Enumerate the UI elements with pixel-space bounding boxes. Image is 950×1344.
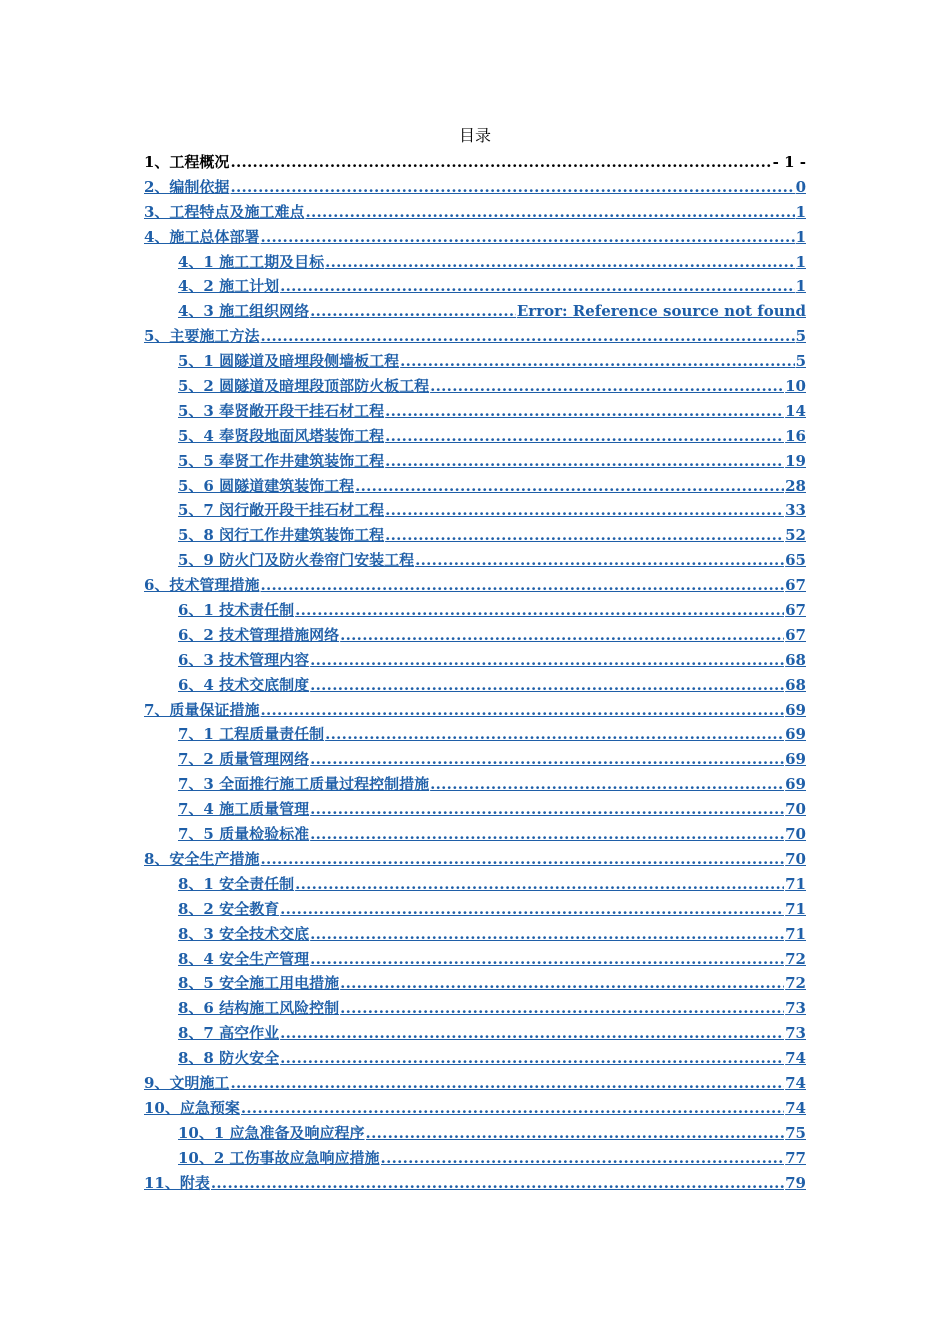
toc-entry-label: 4、2 施工计划	[178, 277, 280, 296]
toc-entry-label: 8、3 安全技术交底	[178, 924, 310, 943]
toc-entry-page-number: 1	[795, 227, 806, 246]
toc-entry[interactable]	[144, 324, 806, 349]
toc-entry-label: 9、文明施工	[144, 1073, 230, 1092]
toc-entry-label: 5、1 圆隧道及暗埋段侧墙板工程	[178, 352, 400, 371]
dot-leader	[310, 947, 784, 972]
toc-entry-page-number: 71	[785, 874, 806, 893]
toc-entry[interactable]	[144, 722, 806, 747]
dot-leader	[430, 772, 784, 797]
toc-entry-page-number: 74	[785, 1098, 806, 1117]
toc-entry-page-number: 67	[785, 576, 806, 595]
toc-entry-page-number: 33	[785, 501, 806, 520]
toc-entry-label: 10、应急预案	[144, 1098, 240, 1117]
dot-leader	[340, 971, 784, 996]
toc-entry-page-number: 73	[785, 999, 806, 1018]
dot-leader	[310, 922, 784, 947]
toc-entry[interactable]	[144, 548, 806, 573]
toc-entry-label: 4、施工总体部署	[144, 227, 260, 246]
dot-leader	[295, 598, 784, 623]
dot-leader	[260, 573, 784, 598]
toc-entry-page-number: - 1 -	[772, 153, 806, 171]
dot-leader	[230, 150, 771, 175]
toc-entry[interactable]	[144, 673, 806, 698]
toc-entry-label: 5、5 奉贤工作井建筑装饰工程	[178, 451, 385, 470]
toc-entry-label: 8、4 安全生产管理	[178, 949, 310, 968]
toc-entry-label: 8、5 安全施工用电措施	[178, 974, 340, 993]
dot-leader	[295, 872, 784, 897]
toc-entry[interactable]	[144, 897, 806, 922]
toc-entry[interactable]	[144, 474, 806, 499]
toc-entry	[144, 150, 806, 175]
toc-entry-label: 5、3 奉贤敞开段干挂石材工程	[178, 401, 385, 420]
dot-leader	[340, 623, 784, 648]
dot-leader	[280, 1021, 784, 1046]
toc-entry-page-number: 1	[795, 252, 806, 271]
toc-entry-page-number: 72	[785, 949, 806, 968]
toc-entry-label: 1、工程概况	[144, 153, 230, 171]
dot-leader	[211, 1171, 784, 1196]
toc-entry-label: 7、1 工程质量责任制	[178, 725, 325, 744]
toc-entry-label: 11、附表	[144, 1173, 210, 1192]
toc-entry-label: 10、1 应急准备及响应程序	[178, 1123, 365, 1142]
toc-entry-page-number: 1	[795, 202, 806, 221]
toc-entry[interactable]	[144, 274, 806, 299]
dot-leader	[325, 250, 794, 275]
toc-entry-page-number: Error: Reference source not found	[516, 302, 806, 321]
dot-leader	[415, 548, 784, 573]
toc-entry-label: 4、3 施工组织网络	[178, 302, 310, 321]
dot-leader	[385, 498, 784, 523]
dot-leader	[366, 1121, 785, 1146]
toc-entry-page-number: 19	[785, 451, 806, 470]
toc-entry-page-number: 69	[785, 700, 806, 719]
toc-entry-label: 10、2 工伤事故应急响应措施	[178, 1148, 380, 1167]
toc-entry-label: 5、2 圆隧道及暗埋段顶部防火板工程	[178, 377, 430, 396]
table-of-contents	[144, 150, 806, 1195]
toc-entry[interactable]	[144, 747, 806, 772]
dot-leader	[385, 449, 784, 474]
toc-entry-page-number: 68	[785, 650, 806, 669]
toc-entry[interactable]	[144, 250, 806, 275]
toc-entry[interactable]	[144, 947, 806, 972]
toc-entry[interactable]	[144, 648, 806, 673]
toc-entry-label: 7、2 质量管理网络	[178, 750, 310, 769]
toc-entry-label: 7、质量保证措施	[144, 700, 260, 719]
dot-leader	[230, 175, 794, 200]
toc-entry-label: 6、技术管理措施	[144, 576, 260, 595]
toc-entry-label: 8、6 结构施工风险控制	[178, 999, 340, 1018]
toc-entry-label: 2、编制依据	[144, 177, 230, 196]
toc-entry[interactable]	[144, 200, 806, 225]
dot-leader	[310, 673, 784, 698]
toc-entry[interactable]	[144, 1046, 806, 1071]
dot-leader	[260, 698, 784, 723]
toc-entry-label: 6、3 技术管理内容	[178, 650, 310, 669]
toc-entry[interactable]	[144, 1146, 806, 1171]
toc-entry-label: 7、5 质量检验标准	[178, 825, 310, 844]
toc-entry-page-number: 75	[785, 1123, 806, 1142]
toc-entry-label: 6、2 技术管理措施网络	[178, 625, 340, 644]
toc-entry-page-number: 73	[785, 1024, 806, 1043]
toc-entry[interactable]	[144, 523, 806, 548]
toc-entry[interactable]	[144, 374, 806, 399]
toc-entry-label: 8、2 安全教育	[178, 899, 280, 918]
dot-leader	[310, 822, 784, 847]
dot-leader	[325, 722, 784, 747]
toc-entry-label: 5、7 闵行敞开段干挂石材工程	[178, 501, 385, 520]
toc-entry-page-number: 69	[785, 775, 806, 794]
toc-entry-label: 6、4 技术交底制度	[178, 675, 310, 694]
dot-leader	[355, 474, 784, 499]
dot-leader	[400, 349, 794, 374]
toc-entry[interactable]	[144, 498, 806, 523]
toc-entry[interactable]	[144, 847, 806, 872]
toc-entry[interactable]	[144, 772, 806, 797]
toc-entry[interactable]	[144, 349, 806, 374]
toc-entry-page-number: 74	[785, 1073, 806, 1092]
toc-entry-page-number: 14	[785, 401, 806, 420]
dot-leader	[260, 847, 784, 872]
toc-entry-label: 7、3 全面推行施工质量过程控制措施	[178, 775, 430, 794]
toc-entry[interactable]	[144, 424, 806, 449]
toc-entry[interactable]	[144, 175, 806, 200]
toc-entry-label: 5、主要施工方法	[144, 327, 260, 346]
toc-entry-page-number: 79	[785, 1173, 806, 1192]
toc-entry-page-number: 74	[785, 1049, 806, 1068]
dot-leader	[230, 1071, 784, 1096]
toc-entry-label: 8、7 高空作业	[178, 1024, 280, 1043]
toc-entry-label: 5、9 防火门及防火卷帘门安装工程	[178, 551, 415, 570]
toc-entry-page-number: 28	[785, 476, 806, 495]
toc-entry-page-number: 67	[785, 625, 806, 644]
dot-leader	[260, 225, 794, 250]
dot-leader	[310, 747, 784, 772]
toc-entry-page-number: 5	[795, 352, 806, 371]
toc-entry-label: 8、8 防火安全	[178, 1049, 280, 1068]
toc-entry[interactable]	[144, 1171, 806, 1196]
toc-entry[interactable]	[144, 971, 806, 996]
toc-entry-page-number: 0	[795, 177, 806, 196]
toc-entry[interactable]	[144, 573, 806, 598]
dot-leader	[280, 274, 794, 299]
dot-leader	[385, 523, 784, 548]
toc-entry[interactable]	[144, 1096, 806, 1121]
toc-entry-page-number: 69	[785, 750, 806, 769]
toc-entry-page-number: 70	[785, 849, 806, 868]
toc-entry-label: 5、4 奉贤段地面风塔装饰工程	[178, 426, 385, 445]
toc-entry-label: 4、1 施工工期及目标	[178, 252, 325, 271]
toc-entry[interactable]	[144, 996, 806, 1021]
toc-entry[interactable]	[144, 872, 806, 897]
dot-leader	[280, 1046, 784, 1071]
dot-leader	[310, 299, 516, 324]
toc-entry-label: 8、安全生产措施	[144, 849, 260, 868]
toc-entry-label: 6、1 技术责任制	[178, 601, 295, 620]
dot-leader	[430, 374, 784, 399]
toc-entry-page-number: 67	[785, 601, 806, 620]
dot-leader	[310, 648, 784, 673]
dot-leader	[381, 1146, 785, 1171]
dot-leader	[310, 797, 784, 822]
toc-entry-page-number: 71	[785, 899, 806, 918]
toc-entry[interactable]	[144, 1121, 806, 1146]
toc-entry[interactable]	[144, 1021, 806, 1046]
toc-entry-page-number: 77	[785, 1148, 806, 1167]
toc-entry-label: 8、1 安全责任制	[178, 874, 295, 893]
toc-entry[interactable]	[144, 623, 806, 648]
toc-entry[interactable]	[144, 797, 806, 822]
toc-entry[interactable]	[144, 922, 806, 947]
toc-entry-page-number: 10	[785, 377, 806, 396]
toc-entry-page-number: 16	[785, 426, 806, 445]
dot-leader	[305, 200, 794, 225]
toc-entry-page-number: 5	[795, 327, 806, 346]
toc-entry-page-number: 68	[785, 675, 806, 694]
toc-entry-page-number: 65	[785, 551, 806, 570]
toc-title: 目录	[458, 126, 491, 145]
toc-entry[interactable]	[144, 822, 806, 847]
toc-entry-page-number: 52	[785, 526, 806, 545]
toc-entry-label: 5、8 闵行工作井建筑装饰工程	[178, 526, 385, 545]
toc-entry-page-number: 69	[785, 725, 806, 744]
dot-leader	[241, 1096, 784, 1121]
toc-entry[interactable]	[144, 449, 806, 474]
toc-entry-page-number: 70	[785, 800, 806, 819]
toc-entry[interactable]	[144, 598, 806, 623]
toc-entry[interactable]	[144, 1071, 806, 1096]
toc-entry-page-number: 1	[795, 277, 806, 296]
dot-leader	[385, 399, 784, 424]
toc-entry-page-number: 71	[785, 924, 806, 943]
dot-leader	[280, 897, 784, 922]
toc-entry[interactable]	[144, 399, 806, 424]
dot-leader	[260, 324, 794, 349]
toc-entry[interactable]	[144, 698, 806, 723]
dot-leader	[340, 996, 784, 1021]
toc-entry-page-number: 72	[785, 974, 806, 993]
toc-entry[interactable]	[144, 225, 806, 250]
toc-entry-page-number: 70	[785, 825, 806, 844]
toc-entry[interactable]	[144, 299, 806, 324]
toc-entry-label: 3、工程特点及施工难点	[144, 202, 305, 221]
toc-entry-label: 5、6 圆隧道建筑装饰工程	[178, 476, 355, 495]
dot-leader	[385, 424, 784, 449]
toc-entry-label: 7、4 施工质量管理	[178, 800, 310, 819]
